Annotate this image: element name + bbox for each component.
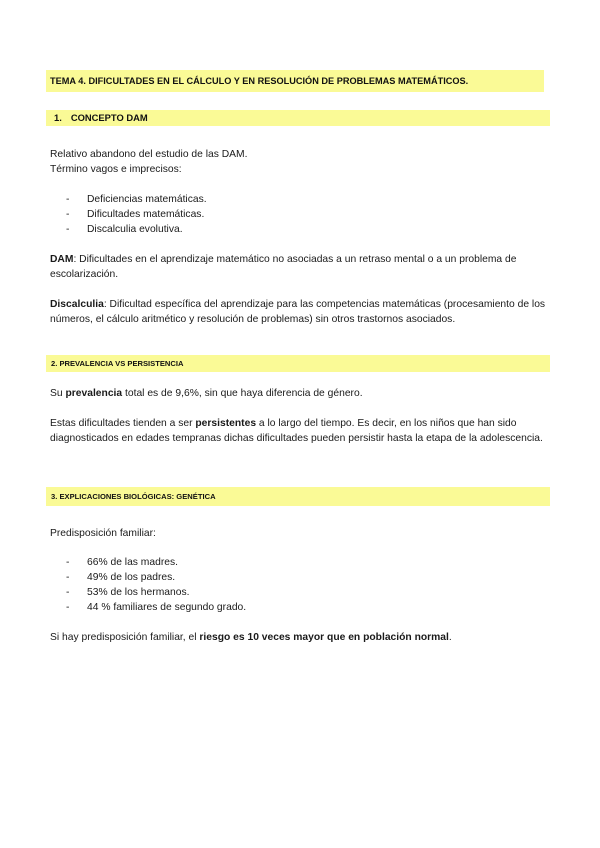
genetics-intro: Predisposición familiar: (50, 528, 156, 539)
list-item: - 66% de las madres. (50, 555, 246, 570)
list-item: - Discalculia evolutiva. (50, 222, 207, 237)
prevalence-paragraph (50, 386, 556, 401)
dam-term: DAM (50, 254, 74, 265)
persistence-paragraph (50, 416, 556, 446)
conclusion-text-pre: Si hay predisposición familiar, el (50, 632, 200, 643)
discalculia-definition-text: : Dificultad específica del aprendizaje para las competencias matemáticas (procesamiento de los números, el cálculo aritmético y resolución de problemas) sin otros trastornos asociados. (50, 299, 546, 325)
section-1-intro (50, 147, 556, 177)
persistence-text-post: a lo largo del tiempo. Es decir, en los niños que han sido diagnosticados en edades tempranas dichas dificultades pueden persistir hasta la etapa de la adolescencia. (50, 418, 543, 444)
section-2-heading: 2. PREVALENCIA VS PERSISTENCIA (46, 355, 550, 372)
list-item: - 49% de los padres. (50, 570, 246, 585)
intro-line-2: Término vagos e imprecisos: (50, 164, 182, 175)
genetics-list (50, 555, 246, 615)
conclusion-emphasis: riesgo es 10 veces mayor que en población normal (199, 632, 449, 643)
list-item: - Dificultades matemáticas. (50, 207, 207, 222)
section-1-title: CONCEPTO DAM (70, 112, 148, 123)
list-item: - Deficiencias matemáticas. (50, 192, 207, 207)
persistence-term: persistentes (195, 418, 257, 429)
list-item: - 44 % familiares de segundo grado. (50, 600, 246, 615)
prevalence-text-post: total es de 9,6%, sin que haya diferencia de género. (122, 388, 363, 399)
intro-line-1: Relativo abandono del estudio de las DAM. (50, 149, 248, 160)
prevalence-term: prevalencia (65, 388, 123, 399)
conclusion-text-post: . (448, 632, 452, 643)
dam-definition (50, 252, 556, 282)
section-1-number: 1. (54, 112, 62, 123)
section-1-heading (46, 110, 550, 126)
list-item: - 53% de los hermanos. (50, 585, 246, 600)
prevalence-text-pre: Su (50, 388, 66, 399)
document-title: TEMA 4. DIFICULTADES EN EL CÁLCULO Y EN RESOLUCIÓN DE PROBLEMAS MATEMÁTICOS. (46, 70, 544, 92)
discalculia-term: Discalculia (50, 299, 104, 310)
section-3-heading: 3. EXPLICACIONES BIOLÓGICAS: GENÉTICA (46, 487, 550, 506)
discalculia-definition (50, 297, 556, 327)
persistence-text-pre: Estas dificultades tienden a ser (50, 418, 196, 429)
terms-list (50, 192, 207, 237)
genetics-conclusion (50, 630, 556, 645)
dam-definition-text: : Dificultades en el aprendizaje matemático no asociadas a un retraso mental o a un problema de escolarización. (50, 254, 517, 280)
